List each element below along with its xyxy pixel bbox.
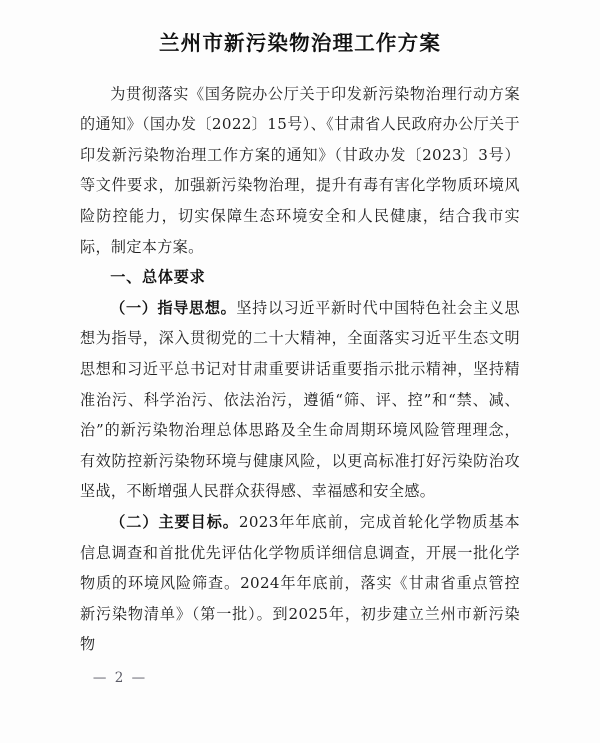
paragraph-guiding-ideology [80, 293, 520, 507]
paragraph-preamble: 为贯彻落实《国务院办公厅关于印发新污染物治理行动方案的通知》（国办发〔2022〕15号）、《甘肃省人民政府办公厅关于印发新污染物治理工作方案的通知》（甘政办发〔2023〕3号）等文件要求，加强新污染物治理，提升有毒有害化学物质环境风险防控能力，切实保障生态环境安全和人民健康，结合我市实际，制定本方案。 [80, 84, 520, 256]
document-body [80, 57, 520, 660]
paragraph-main-objectives [80, 507, 520, 660]
item-lead-guiding-ideology: （一）指导思想。 [110, 298, 237, 317]
item-text-guiding-ideology: 坚持以习近平新时代中国特色社会主义思想为指导，深入贯彻党的二十大精神，全面落实习近平生态文明思想和习近平总书记对甘肃重要讲话重要指示批示精神，坚持精准治污、科学治污、依法治污，遵循“筛、评、控”和“禁、减、治”的新污染物治理总体思路及全生命周期环境风险管理理念，有效防控新污染物环境与健康风险，以更高标准打好污染防治攻坚战，不断增强人民群众获得感、幸福感和安全感。 [80, 298, 520, 501]
item-text-main-objectives: 2023年年底前，完成首轮化学物质基本信息调查和首批优先评估化学物质详细信息调查，开展一批化学物质的环境风险筛查。2024年年底前，落实《甘肃省重点管控新污染物清单》（第一批）。到2025年，初步建立兰州市新污染物 [80, 512, 520, 654]
item-lead-main-objectives: （二）主要目标。 [110, 512, 239, 531]
page-title: 兰州市新污染物治理工作方案 [158, 31, 442, 55]
section-heading-overall-requirements: 一、总体要求 [110, 268, 206, 287]
page-number: — 2 — [92, 670, 148, 686]
